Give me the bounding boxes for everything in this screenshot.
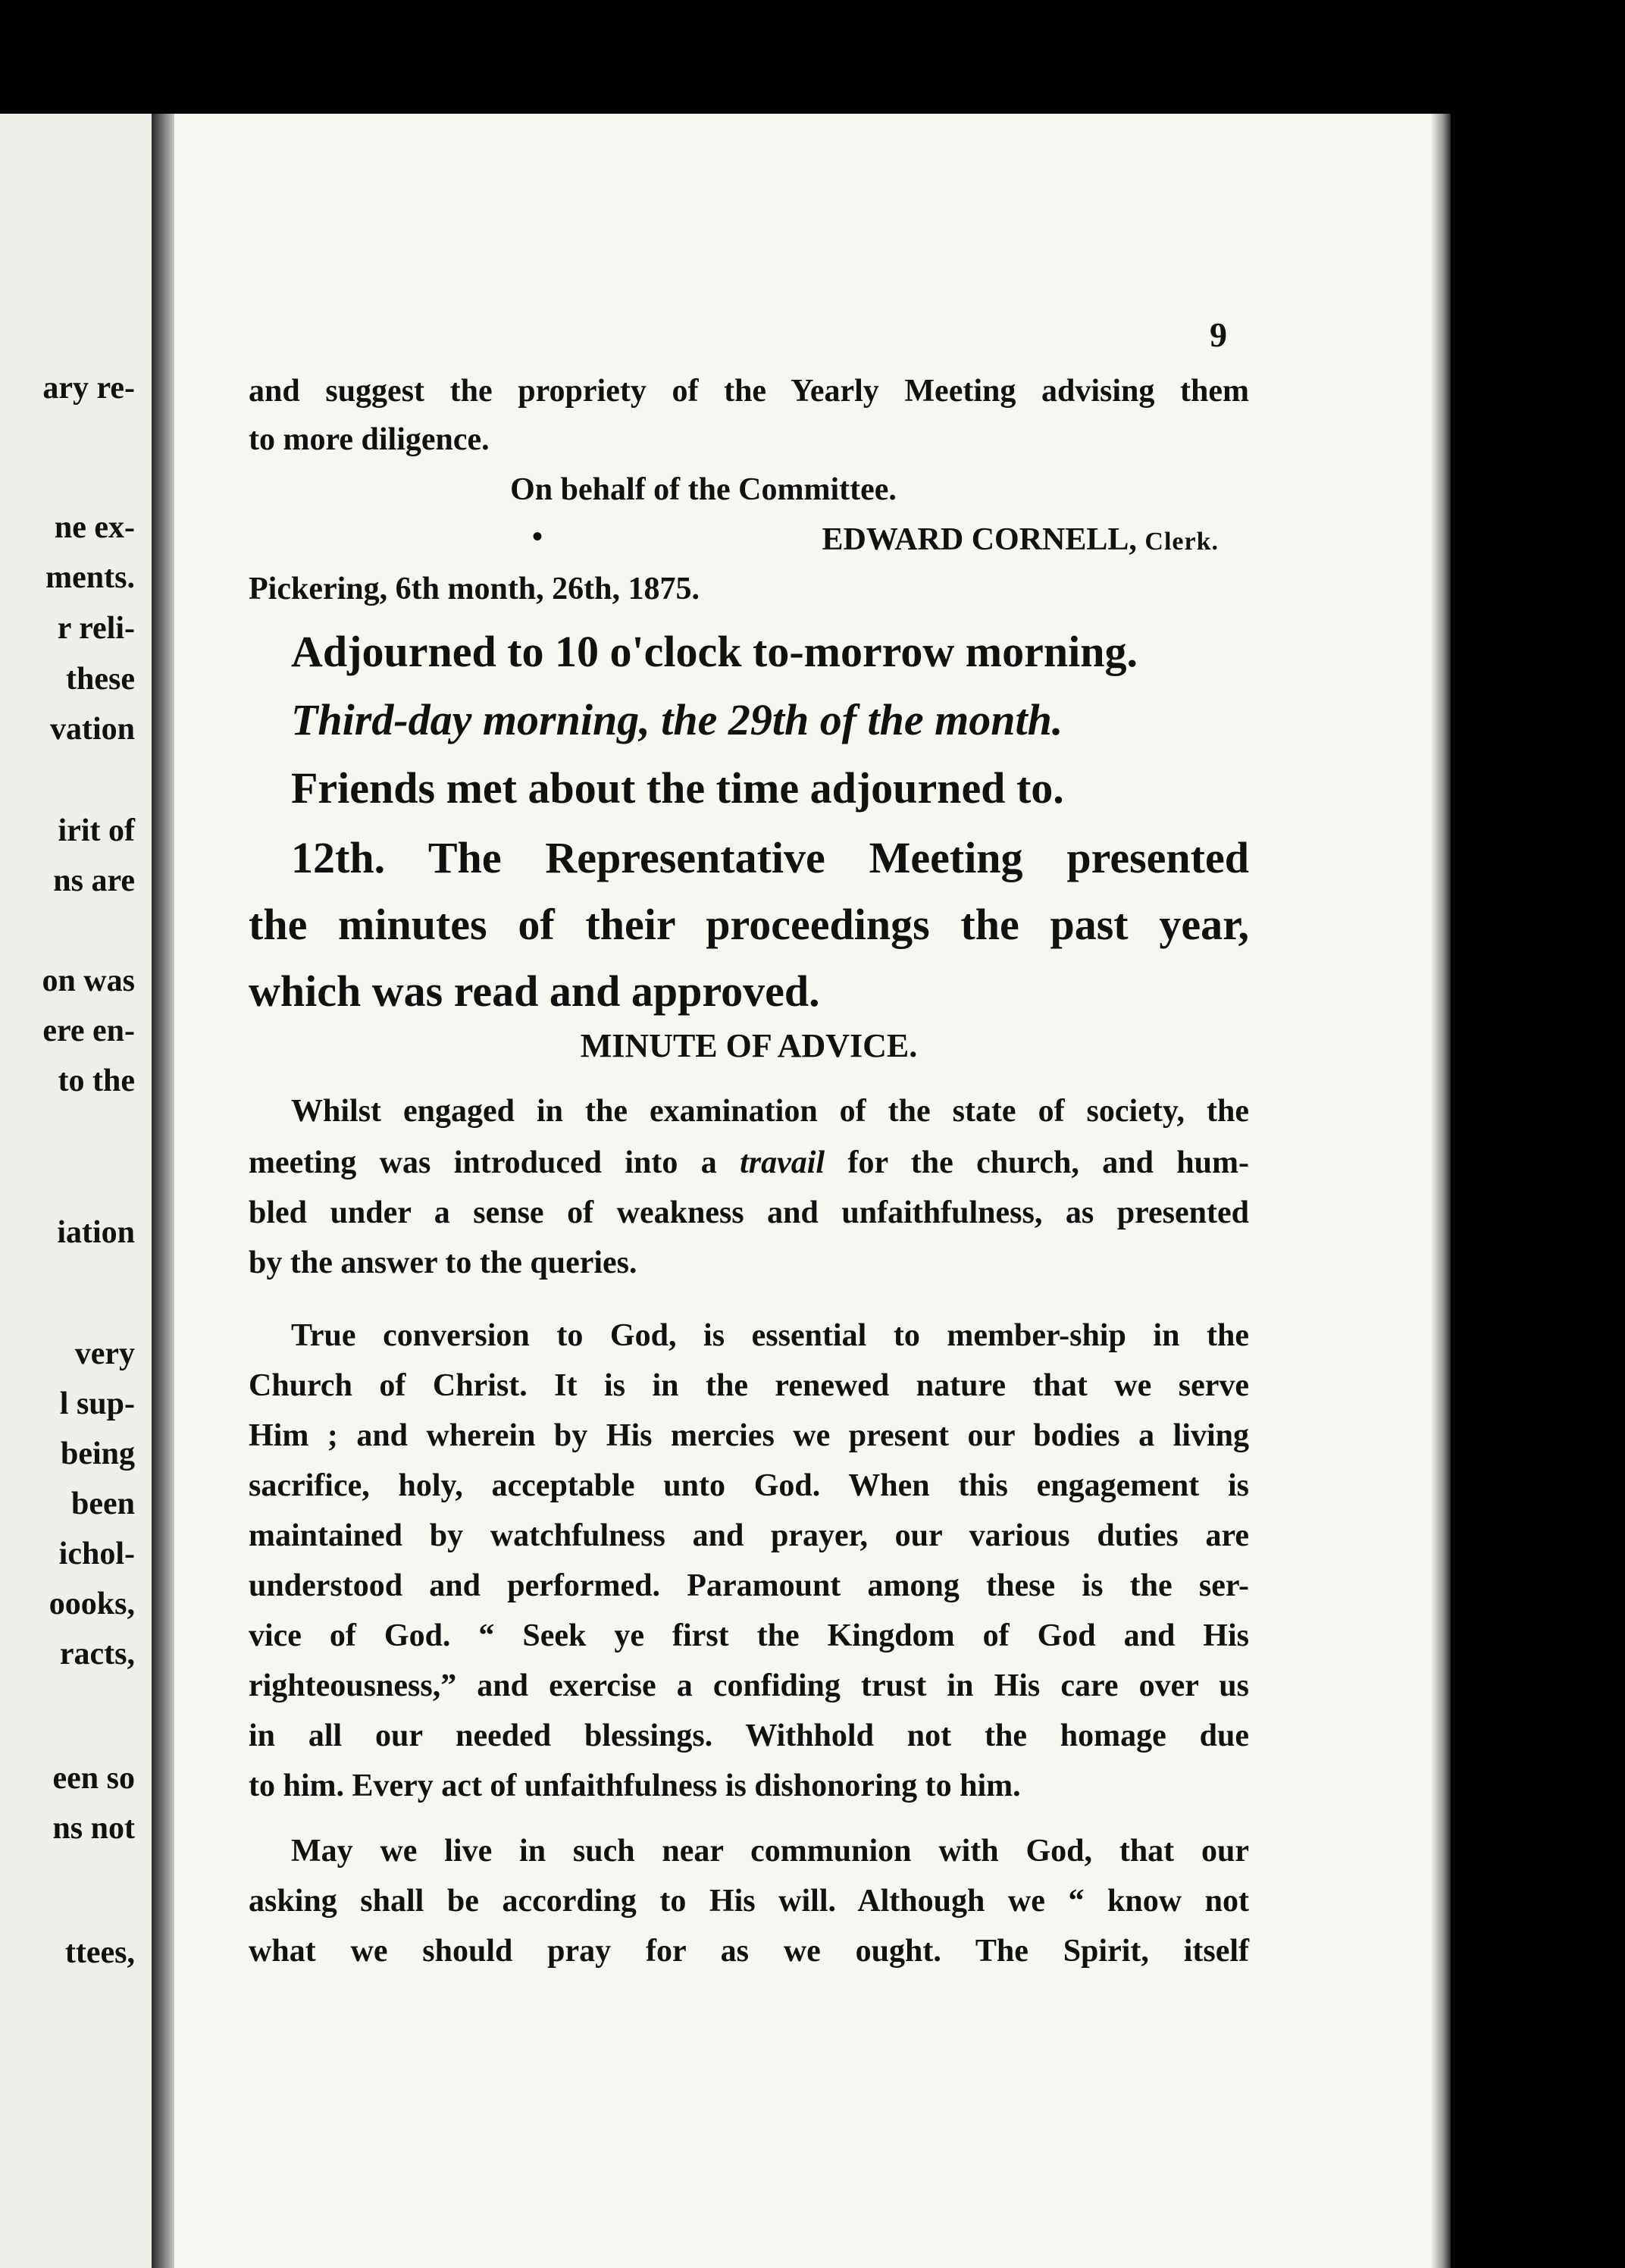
text-line: Him ; and wherein by His mercies we present our bodies a living bbox=[249, 1418, 1249, 1453]
text-line: the minutes of their proceedings the past year, bbox=[249, 900, 1249, 949]
left-fragment-line: to the bbox=[58, 1064, 135, 1098]
page-edge-shadow bbox=[1431, 114, 1451, 2268]
text-line: and suggest the propriety of the Yearly Meeting advising them bbox=[249, 374, 1249, 409]
left-fragment-line: een so bbox=[52, 1761, 135, 1796]
text-line: Third-day morning, the 29th of the month. bbox=[291, 695, 1063, 744]
text-line: Adjourned to 10 o'clock to-morrow morning. bbox=[291, 627, 1138, 676]
left-fragment-line: ments. bbox=[45, 560, 135, 595]
section-heading: MINUTE OF ADVICE. bbox=[580, 1027, 918, 1064]
left-fragment-line: iation bbox=[57, 1215, 135, 1250]
text-line: Whilst engaged in the examination of the state of society, the bbox=[291, 1094, 1249, 1129]
text-line: to more diligence. bbox=[249, 422, 490, 457]
text-line: On behalf of the Committee. bbox=[510, 472, 897, 507]
left-fragment-line: racts, bbox=[59, 1637, 135, 1671]
text-line: Church of Christ. It is in the renewed nature that we serve bbox=[249, 1368, 1249, 1403]
italic-run: travail bbox=[740, 1145, 825, 1180]
text-line: May we live in such near communion with God, that our bbox=[291, 1834, 1249, 1869]
book-gutter bbox=[152, 114, 174, 2268]
left-fragment-line: oooks, bbox=[49, 1587, 135, 1621]
left-fragment-line: vation bbox=[49, 712, 135, 747]
text-line: 12th. The Representative Meeting presented bbox=[291, 833, 1249, 882]
text-run: meeting was introduced into a bbox=[249, 1145, 717, 1180]
left-fragment-line: ere en- bbox=[42, 1013, 135, 1048]
left-fragment-line: ns not bbox=[52, 1811, 135, 1846]
left-fragment-line: ttees, bbox=[64, 1935, 135, 1970]
text-line: Pickering, 6th month, 26th, 1875. bbox=[249, 572, 700, 606]
text-line: vice of God. “ Seek ye first the Kingdom of God and His bbox=[249, 1618, 1249, 1653]
left-fragment-line: r reli- bbox=[57, 611, 135, 646]
text-line: by the answer to the queries. bbox=[249, 1245, 637, 1280]
text-line: what we should pray for as we ought. The Spirit, itself bbox=[249, 1934, 1249, 1969]
clerk-title: Clerk. bbox=[1144, 528, 1219, 556]
left-fragment-line: these bbox=[66, 662, 135, 697]
page-number: 9 bbox=[1210, 315, 1227, 354]
left-fragment-line: on was bbox=[42, 963, 135, 998]
text-run: for the church, and hum- bbox=[847, 1145, 1249, 1180]
text-line bbox=[249, 1139, 1249, 1187]
left-fragment-line: very bbox=[74, 1336, 135, 1371]
left-fragment-line: irit of bbox=[58, 813, 135, 848]
text-line: sacrifice, holy, acceptable unto God. When this engagement is bbox=[249, 1468, 1249, 1503]
text-line: asking shall be according to His will. Although we “ know not bbox=[249, 1884, 1249, 1919]
text-line: understood and performed. Paramount among these is the ser- bbox=[249, 1568, 1249, 1603]
signature-line bbox=[249, 515, 1249, 566]
bullet-mark: • bbox=[532, 519, 543, 553]
left-fragment-line: l sup- bbox=[59, 1386, 135, 1421]
left-fragment-line: ne ex- bbox=[54, 510, 135, 545]
text-line: which was read and approved. bbox=[249, 966, 820, 1016]
text-line: righteousness,” and exercise a confiding trust in His care over us bbox=[249, 1668, 1249, 1703]
left-fragment-line: ns are bbox=[53, 863, 135, 898]
left-fragment-line: been bbox=[71, 1486, 135, 1521]
clerk-name: EDWARD CORNELL, bbox=[822, 522, 1137, 557]
text-line: maintained by watchfulness and prayer, our various duties are bbox=[249, 1518, 1249, 1553]
text-line: Friends met about the time adjourned to. bbox=[291, 763, 1064, 813]
left-page-fragment bbox=[0, 114, 152, 2268]
text-line: True conversion to God, is essential to member-ship in the bbox=[291, 1318, 1249, 1353]
text-line: to him. Every act of unfaithfulness is dishonoring to him. bbox=[249, 1768, 1021, 1803]
left-fragment-line: being bbox=[60, 1436, 135, 1471]
left-fragment-line: ary re- bbox=[42, 371, 135, 406]
text-line: in all our needed blessings. Withhold not the homage due bbox=[249, 1718, 1249, 1753]
left-fragment-line: ichol- bbox=[58, 1537, 135, 1571]
text-line: bled under a sense of weakness and unfaithfulness, as presented bbox=[249, 1195, 1249, 1230]
